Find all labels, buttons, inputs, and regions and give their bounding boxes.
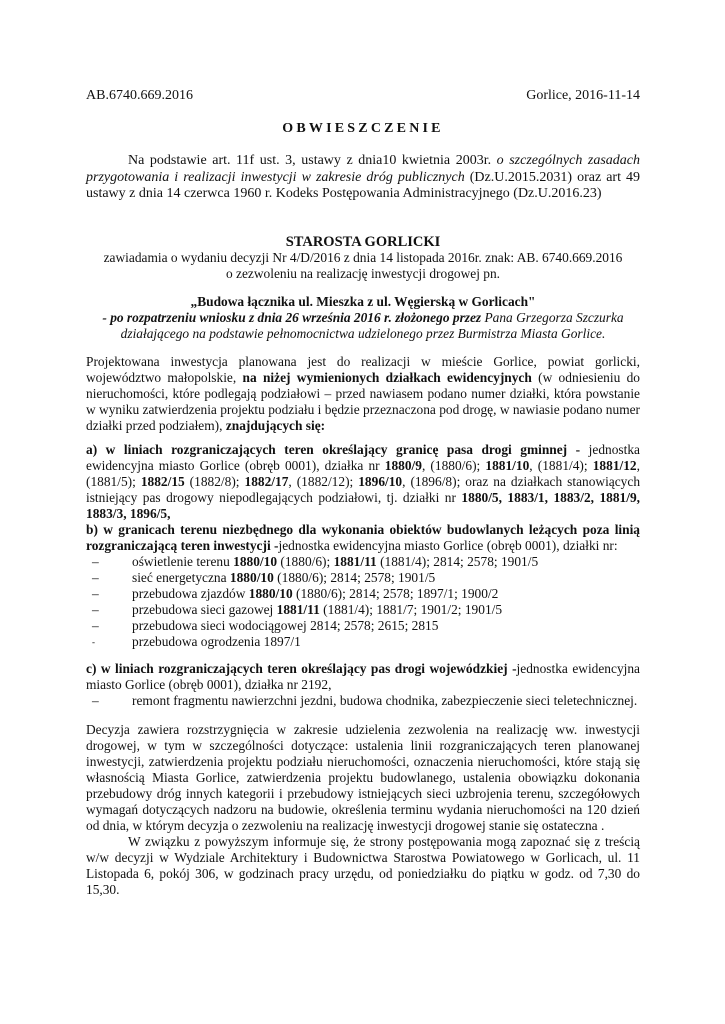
list-item xyxy=(86,693,640,709)
section-a-head: a) w liniach rozgraniczających teren określający granicę pasa drogi gminnej - xyxy=(86,442,581,457)
legal-basis-rest: (Dz.U.2015.2031) oraz art 49 ustawy z dnia 14 czerwca 1960 r. Kodeks Postępowania Administracyjnego (Dz.U.2016.23) xyxy=(86,169,640,201)
section-c-list xyxy=(86,693,640,709)
list-item xyxy=(86,554,640,570)
parcel-number: 1896/10 xyxy=(358,474,403,489)
decision-paragraph: Decyzja zawiera rozstrzygnięcia w zakresie udzielenia zezwolenia na realizację ww. inwestycji drogowej, w tym w szczególności dotyczące: ustalenia linii rozgraniczających teren planowanej inwestycji, zatwierdzenia projektu podziału nieruchomości, oznaczenia nieruchomości, które stają się własnością Miasta Gorlice, zatwierdzenia projektu budowlanego, ustalenia obowiązku dokonania przebudowy dróg innych kategorii i przebudowy istniejących sieci uzbrojenia terenu, szczegółowych wymagań dotyczących nadzoru na budowie, określenia terminu wydania nieruchomości na 120 dzień od dnia, w którym decyzja o zezwoleniu na realizację inwestycji drogowej stanie się ostateczna . xyxy=(86,722,640,833)
list-item xyxy=(86,602,640,618)
dash-marker: – xyxy=(92,586,99,601)
parcel-number: 1882/15 xyxy=(140,474,185,489)
list-item xyxy=(86,570,640,586)
list-item-text: sieć energetyczna xyxy=(132,570,230,585)
section-a-text: , (1882/12); xyxy=(288,474,359,489)
project-name: „Budowa łącznika ul. Mieszka z ul. Węgierską w Gorlicach" xyxy=(190,294,536,309)
document-title: OBWIESZCZENIE xyxy=(282,121,444,136)
info-paragraph: W związku z powyższym informuje się, że strony postępowania mogą zapoznać się z treścią w/w decyzji w Wydziale Architektury i Budownictwa Starostwa Powiatowego w Gorlicach, ul. 11 Listopada 6, pokój 306, w godzinach pracy urzędu, od poniedziałku do piątku w godz. od 7,30 do 15,30. xyxy=(86,834,640,897)
section-b-list xyxy=(86,554,640,650)
section-a-text: , (1881/5); xyxy=(86,458,640,489)
location-text1: Projektowana inwestycja planowana jest do realizacji w mieście Gorlice, powiat gorlicki, województwo małopolskie, xyxy=(86,354,640,385)
section-b xyxy=(86,522,640,650)
list-item-text: (1880/6); 2814; 2578; 1897/1; 1900/2 xyxy=(292,586,499,601)
parcel-number: 1881/10 xyxy=(485,458,530,473)
place-date: Gorlice, 2016-11-14 xyxy=(526,88,640,103)
dash-marker: – xyxy=(92,693,99,708)
project-block xyxy=(86,294,640,342)
act-title: o szczególnych zasadach przygotowania i realizacji inwestycji w zakresie dróg publicznych xyxy=(86,153,640,185)
list-item-text: przebudowa zjazdów xyxy=(132,586,249,601)
section-c-text: jednostka ewidencyjna miasto Gorlice (obręb 0001), działka nr 2192, xyxy=(86,661,640,692)
section-c-head: c) w liniach rozgraniczających teren określający pas drogi wojewódzkiej - xyxy=(86,661,517,676)
section-a xyxy=(86,442,640,522)
parcel-number: 1880/10 xyxy=(233,554,278,569)
location-text2: na niżej wymienionych działkach ewidencyjnych xyxy=(242,370,532,385)
authority-line1: zawiadamia o wydaniu decyzji Nr 4/D/2016 z dnia 14 listopada 2016r. znak: AB. 6740.669.2016 xyxy=(103,250,623,265)
location-text4: znajdujących się: xyxy=(225,418,326,433)
authority-name: STAROSTA GORLICKI xyxy=(285,234,441,250)
section-a-text: , (1896/8); oraz na działkach stanowiących istniejący pas drogowy niepodlegających podziałowi, tj. działki nr xyxy=(86,474,641,505)
list-item-text: (1880/6); 2814; 2578; 1901/5 xyxy=(273,570,436,585)
section-a-text: , (1880/6); xyxy=(421,458,486,473)
dash-marker: – xyxy=(92,602,99,617)
list-item-text: (1880/6); xyxy=(277,554,334,569)
parcel-number: 1880/10 xyxy=(229,570,274,585)
list-item xyxy=(86,634,640,650)
project-authorization: działającego na podstawie pełnomocnictwa udzielonego przez Burmistrza Miasta Gorlice. xyxy=(120,326,606,341)
section-b-text: jednostka ewidencyjna miasto Gorlice (obręb 0001), działki nr: xyxy=(278,538,618,553)
section-a-text: , (1881/4); xyxy=(529,458,593,473)
parcel-number: 1881/11 xyxy=(276,602,320,617)
parcel-number: 1880/5, 1883/1, 1883/2, 1881/9, 1883/3, 1896/5, xyxy=(86,490,640,521)
location-paragraph xyxy=(86,354,640,434)
parcel-number: 1880/10 xyxy=(248,586,293,601)
list-item xyxy=(86,618,640,634)
legal-basis-text: Na podstawie art. 11f ust. 3, ustawy z dnia10 kwietnia 2003r. xyxy=(128,153,497,168)
list-item-text: przebudowa ogrodzenia 1897/1 xyxy=(132,634,301,649)
dash-marker: – xyxy=(92,570,99,585)
location-text3: (w odniesieniu do nieruchomości, które podlegają podziałowi – przed nawiasem podano numer działki, która powstanie w wyniku zatwierdzenia projektu podziału i będzie przeznaczona pod drogę, w nawiasie podano numer działki przed podziałem), xyxy=(86,370,641,433)
dash-marker: – xyxy=(92,618,99,633)
section-c xyxy=(86,661,640,709)
parcel-number: 1881/11 xyxy=(333,554,377,569)
parcel-number: 1880/9 xyxy=(384,458,422,473)
authority-line2: o zezwoleniu na realizację inwestycji drogowej pn. xyxy=(225,266,501,281)
parcel-number: 1882/17 xyxy=(244,474,289,489)
list-item-text: przebudowa sieci gazowej xyxy=(132,602,277,617)
list-item-text: (1881/4); 1881/7; 1901/2; 1901/5 xyxy=(319,602,503,617)
section-a-text: jednostka ewidencyjna miasto Gorlice (obręb 0001), działka nr xyxy=(86,442,640,473)
list-item-text: remont fragmentu nawierzchni jezdni, budowa chodnika, zabezpieczenie sieci teletechnicznej. xyxy=(132,693,638,708)
section-b-head: b) w granicach terenu niezbędnego dla wykonania obiektów budowlanych leżących poza linią rozgraniczającą teren inwestycji - xyxy=(86,522,640,553)
dash-marker: – xyxy=(92,554,99,569)
list-item-text: przebudowa sieci wodociągowej 2814; 2578; 2615; 2815 xyxy=(132,618,439,633)
authority-block xyxy=(86,234,640,282)
list-item-text: (1881/4); 2814; 2578; 1901/5 xyxy=(376,554,539,569)
dash-marker: - xyxy=(92,637,95,647)
section-a-text: (1882/8); xyxy=(184,474,245,489)
project-applicant-bold: - po rozpatrzeniu wniosku z dnia 26 września 2016 r. złożonego przez xyxy=(102,310,482,325)
list-item xyxy=(86,586,640,602)
legal-basis xyxy=(86,153,640,203)
parcel-number: 1881/12 xyxy=(592,458,637,473)
project-applicant: Pana Grzegorza Szczurka xyxy=(481,310,624,325)
reference-number: AB.6740.669.2016 xyxy=(86,88,193,103)
list-item-text: oświetlenie terenu xyxy=(132,554,234,569)
